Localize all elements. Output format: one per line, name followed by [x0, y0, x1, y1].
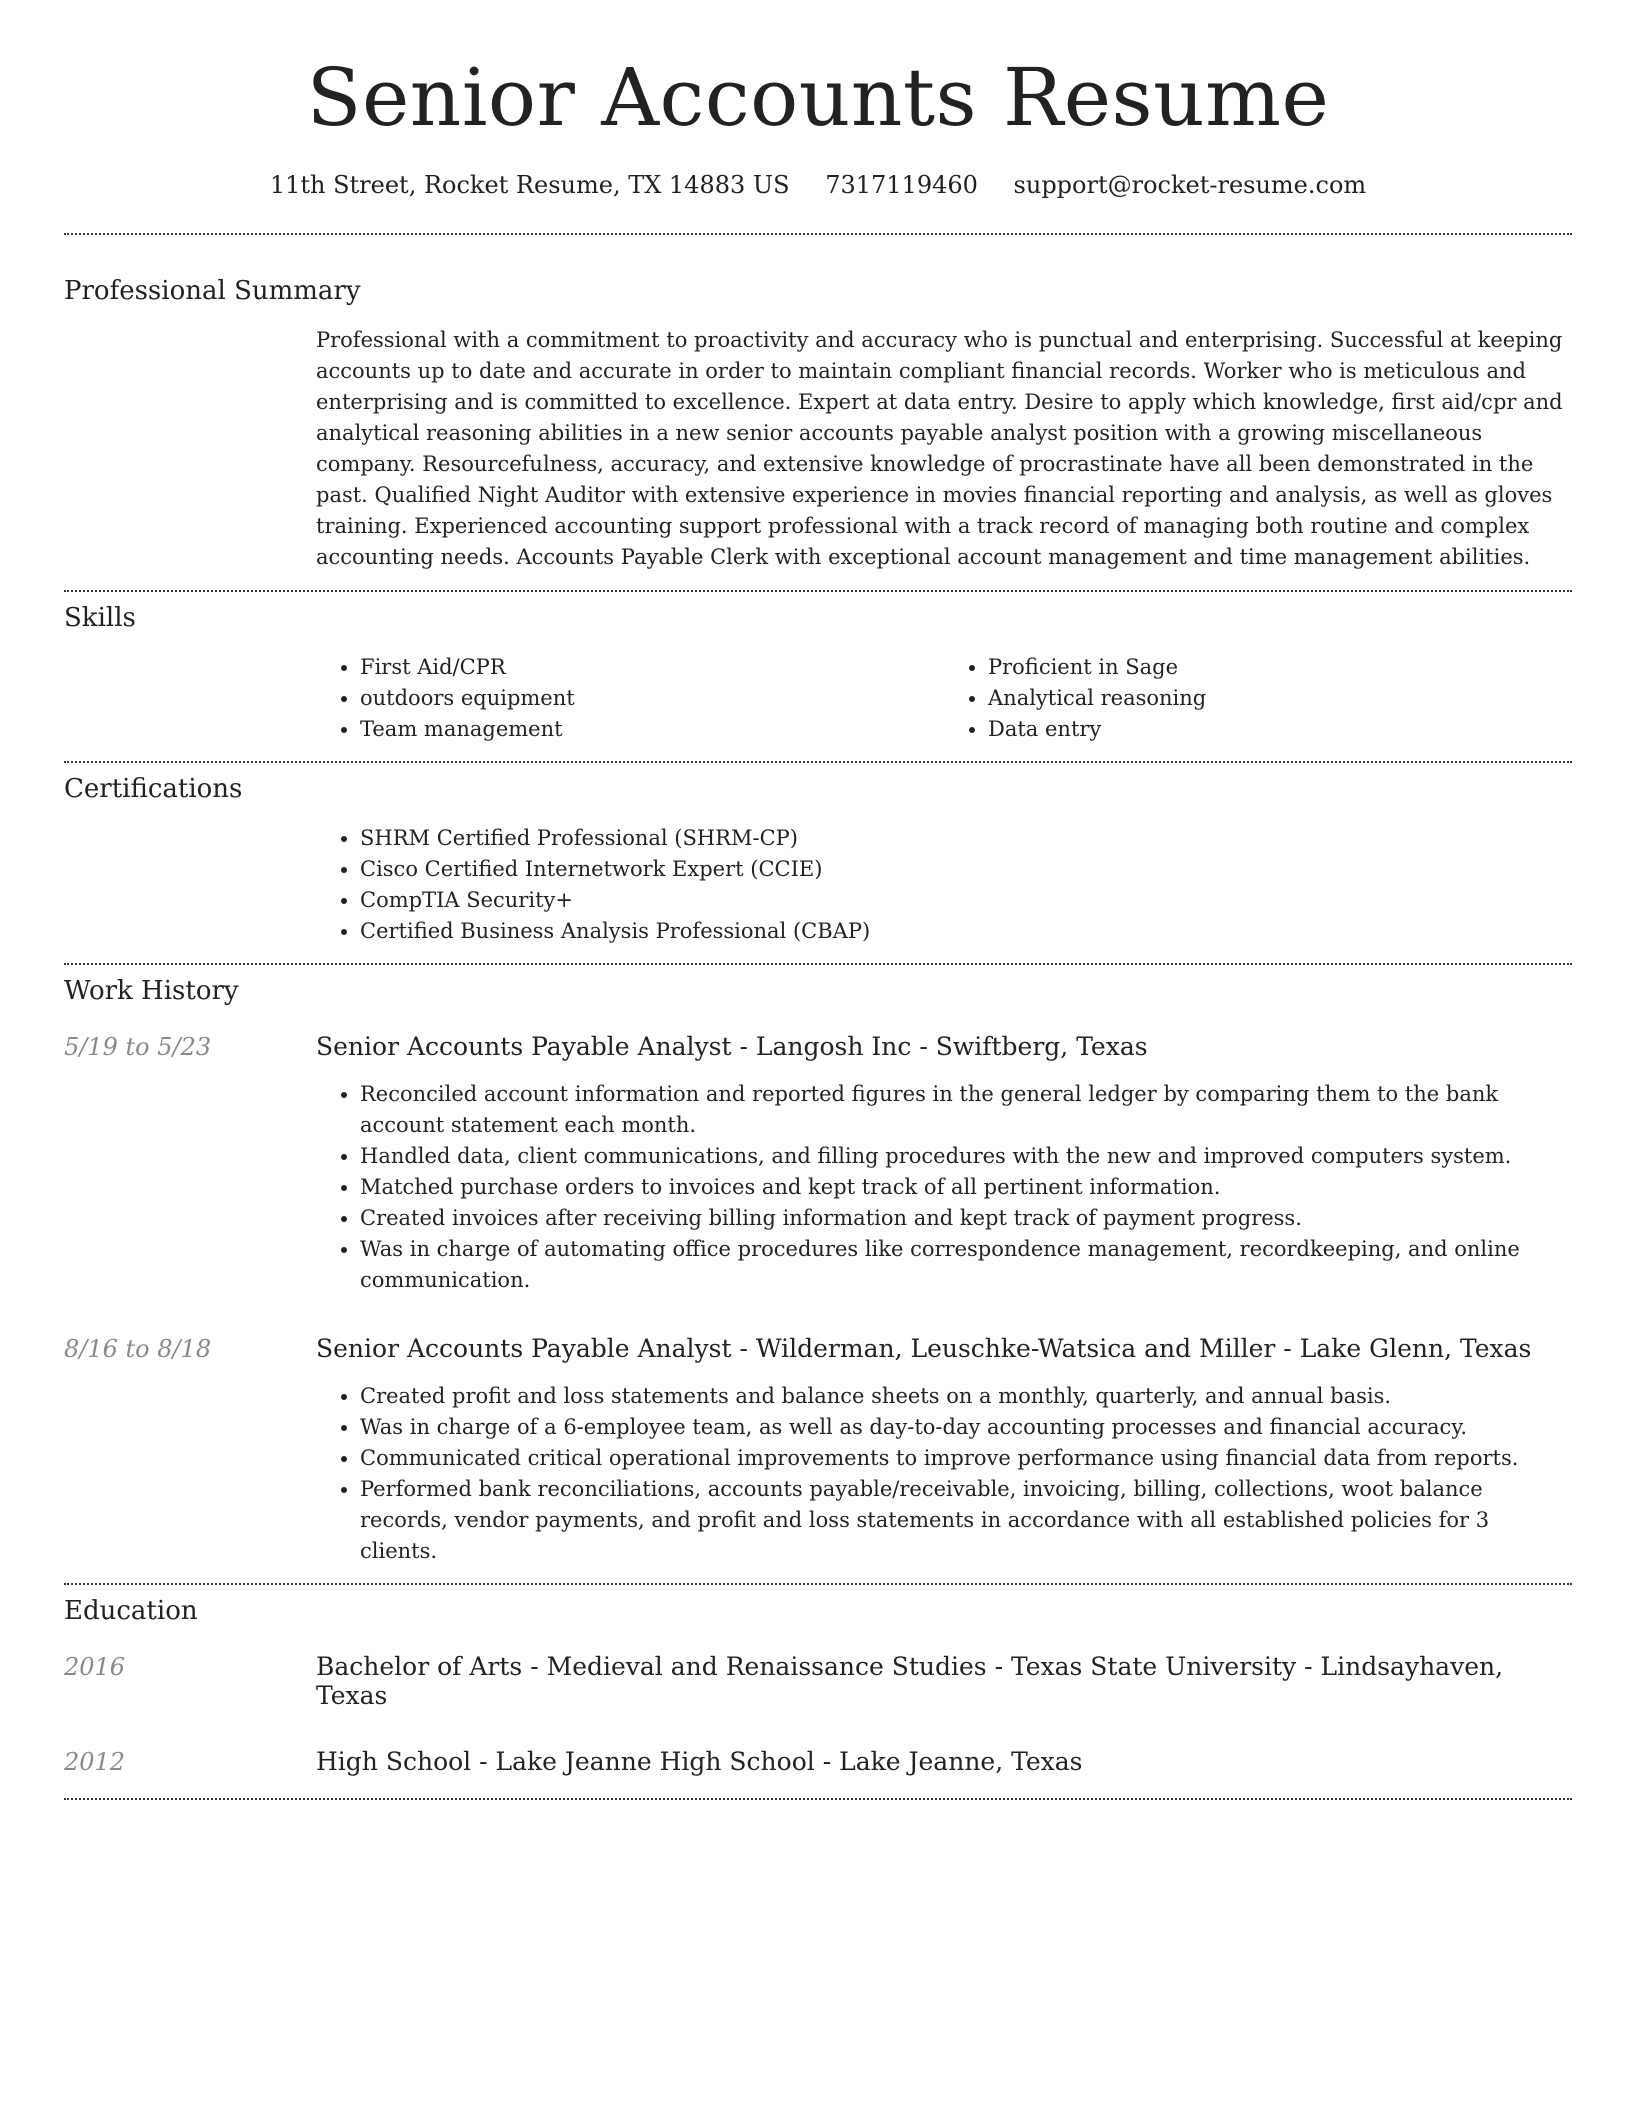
skills-right-column: [944, 652, 1572, 745]
contact-address: 11th Street, Rocket Resume, TX 14883 US: [269, 171, 790, 199]
job-bullet: • Was in charge of a 6-employee team, as well as day-to-day accounting processes and financial accuracy.: [360, 1412, 1572, 1443]
section-title-summary: Professional Summary: [64, 276, 361, 306]
work-section: [64, 976, 1572, 1567]
education-date: 2016: [64, 1653, 126, 1681]
summary-section: [64, 276, 1572, 573]
summary-text: Professional with a commitment to proactivity and accuracy who is punctual and enterprising. Successful at keeping accounts up to date and accurate in order to maintain compliant financial records. Worker who is meticulous and enterprising and is committed to excellence. Expert at data entry. Desire to apply which knowledge, first aid/cpr and analytical reasoning abilities in a new senior accounts payable analyst position with a growing miscellaneous company. Resourcefulness, accuracy, and extensive knowledge of procrastinate have all been demonstrated in the past. Qualified Night Auditor with extensive experience in movies financial reporting and analysis, as well as gloves training. Experienced accounting support professional with a track record of managing both routine and complex accounting needs. Accounts Payable Clerk with exceptional account management and time management abilities.: [316, 328, 1563, 569]
education-entry: [64, 1652, 1572, 1710]
certification-item: • SHRM Certified Professional (SHRM-CP): [360, 823, 1572, 854]
certifications-section: [64, 774, 1572, 947]
job-bullet: • Performed bank reconciliations, accounts payable/receivable, invoicing, billing, collections, woot balance records, vendor payments, and profit and loss statements in accordance with all established policies for 3 clients.: [360, 1474, 1572, 1567]
divider: [64, 590, 1572, 592]
skills-left-column: [316, 652, 944, 745]
job-date: 5/19 to 5/23: [64, 1033, 212, 1061]
skill-item: • First Aid/CPR: [360, 652, 944, 683]
skill-item: • Team management: [360, 714, 944, 745]
education-date: 2012: [64, 1748, 126, 1776]
job-entry: [64, 1032, 1572, 1061]
skill-item: • Analytical reasoning: [988, 683, 1572, 714]
certifications-list: [316, 823, 1572, 947]
job-bullet: • Reconciled account information and reported figures in the general ledger by comparing them to the bank account statement each month.: [360, 1079, 1572, 1141]
contact-email: support@rocket-resume.com: [1013, 171, 1367, 199]
education-section: [64, 1596, 1572, 1776]
contact-line: [64, 171, 1572, 199]
contact-phone: 7317119460: [825, 171, 978, 199]
divider: [64, 233, 1572, 235]
job-bullet: • Matched purchase orders to invoices and kept track of all pertinent information.: [360, 1172, 1572, 1203]
skills-section: [64, 603, 1572, 745]
education-entry: [64, 1747, 1572, 1776]
job-date: 8/16 to 8/18: [64, 1335, 212, 1363]
section-title-certifications: Certifications: [64, 774, 243, 804]
education-title: High School - Lake Jeanne High School - Lake Jeanne, Texas: [316, 1747, 1083, 1776]
job-bullets: [316, 1381, 1572, 1567]
resume-page: [64, 0, 1572, 1800]
job-bullets: [316, 1079, 1572, 1296]
job-title: Senior Accounts Payable Analyst - Langosh Inc - Swiftberg, Texas: [316, 1032, 1148, 1061]
job-bullet: • Was in charge of automating office procedures like correspondence management, recordkeeping, and online communication.: [360, 1234, 1572, 1296]
section-title-skills: Skills: [64, 603, 136, 633]
certification-item: • Certified Business Analysis Professional (CBAP): [360, 916, 1572, 947]
job-entry: [64, 1334, 1572, 1363]
job-bullet: • Created profit and loss statements and balance sheets on a monthly, quarterly, and annual basis.: [360, 1381, 1572, 1412]
certification-item: • CompTIA Security+: [360, 885, 1572, 916]
certification-item: • Cisco Certified Internetwork Expert (CCIE): [360, 854, 1572, 885]
skills-list: [316, 652, 1572, 745]
divider: [64, 1798, 1572, 1800]
section-title-education: Education: [64, 1596, 198, 1626]
education-title: Bachelor of Arts - Medieval and Renaissance Studies - Texas State University - Lindsayhaven, Texas: [316, 1652, 1504, 1710]
job-title: Senior Accounts Payable Analyst - Wilderman, Leuschke-Watsica and Miller - Lake Glenn, Texas: [316, 1334, 1532, 1363]
divider: [64, 963, 1572, 965]
job-bullet: • Handled data, client communications, and filling procedures with the new and improved computers system.: [360, 1141, 1572, 1172]
skill-item: • Data entry: [988, 714, 1572, 745]
skill-item: • outdoors equipment: [360, 683, 944, 714]
divider: [64, 1583, 1572, 1585]
divider: [64, 761, 1572, 763]
resume-name: Senior Accounts Resume: [306, 51, 1330, 144]
job-bullet: • Communicated critical operational improvements to improve performance using financial data from reports.: [360, 1443, 1572, 1474]
job-bullet: • Created invoices after receiving billing information and kept track of payment progress.: [360, 1203, 1572, 1234]
section-title-work: Work History: [64, 976, 239, 1006]
skill-item: • Proficient in Sage: [988, 652, 1572, 683]
